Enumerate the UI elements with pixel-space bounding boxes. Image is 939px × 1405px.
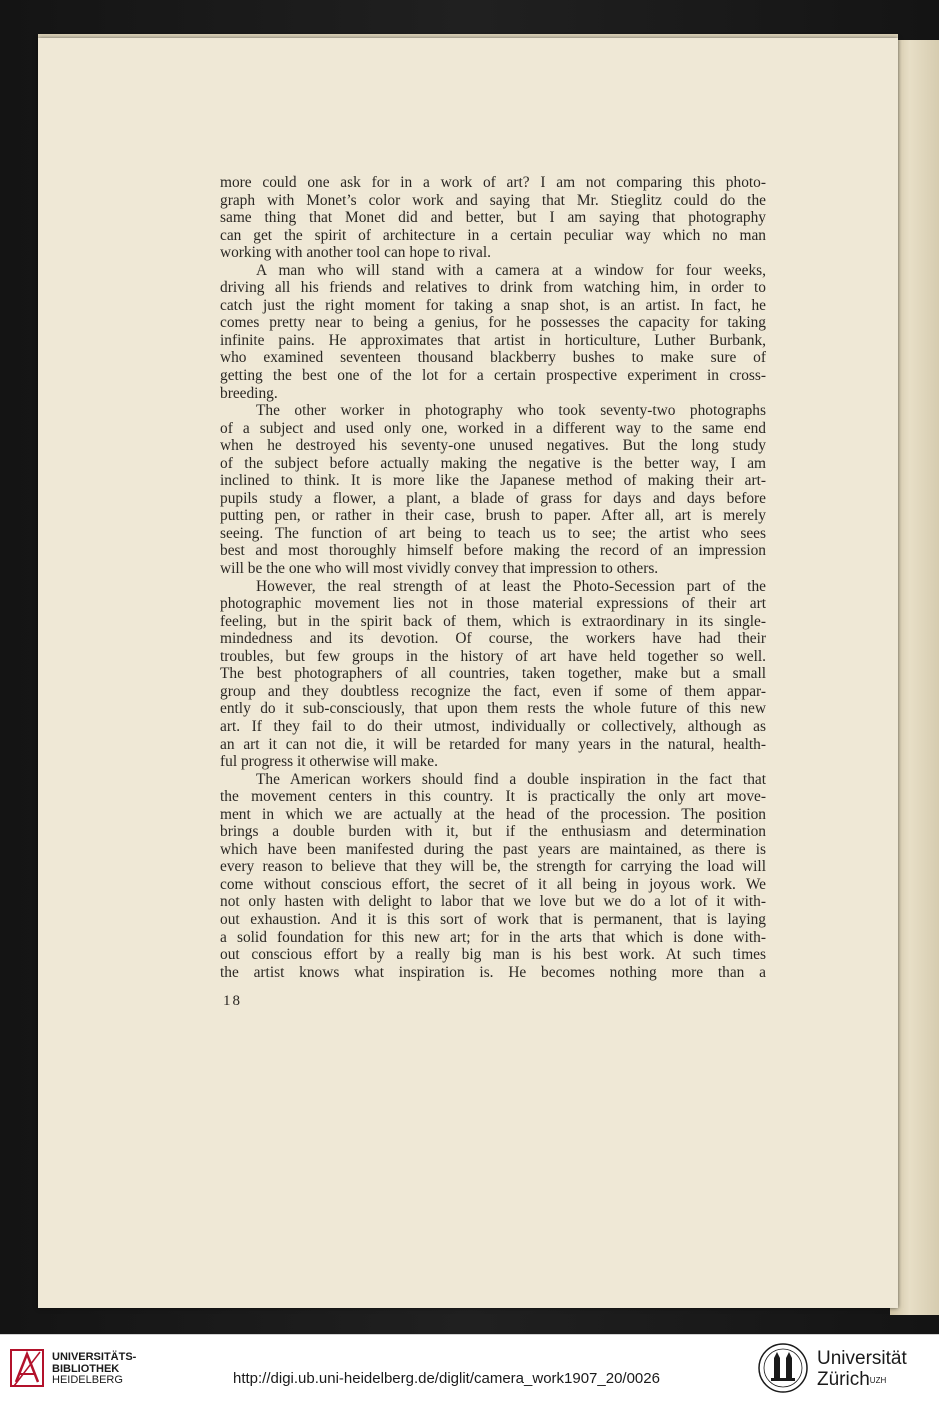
text-line: pupils study a flower, a plant, a blade of grass for days and days before [220, 489, 766, 507]
text-line: troubles, but few groups in the history of art have held together so well. [220, 647, 766, 665]
text-line: graph with Monet’s color work and saying that Mr. Stieglitz could do the [220, 191, 766, 209]
text-line: A man who will stand with a camera at a window for four weeks, [256, 261, 766, 279]
text-line: mindedness and its devotion. Of course, the workers have had their [220, 630, 766, 648]
text-line: come without conscious effort, the secret of it all being in joyous work. We [220, 875, 766, 893]
text-line: ment in which we are actually at the head of the procession. The position [220, 805, 766, 823]
text-line: of the subject before actually making the negative is the better way, I am [220, 454, 766, 472]
text-line: comes pretty near to being a genius, for he possesses the capacity for taking [220, 314, 766, 332]
text-line: out conscious effort by a really big man is his best work. At such times [220, 946, 766, 964]
text-line: putting pen, or rather in their case, brush to paper. After all, art is merely [220, 507, 766, 525]
uzh-abbrev: UZH [869, 1376, 887, 1385]
text-line: more could one ask for in a work of art? I am not comparing this photo- [220, 174, 766, 191]
text-line: The best photographers of all countries, taken together, make but a small [220, 665, 766, 683]
zurich-name-line1: Universität [817, 1348, 907, 1369]
body-text [220, 174, 766, 981]
zurich-name-line2-wrap [817, 1369, 907, 1390]
text-line: catch just the right moment for taking a snap shot, is an artist. In fact, he [220, 296, 766, 314]
text-line: which have been manifested during the past years are maintained, as there is [220, 840, 766, 858]
text-line: when he destroyed his seventy-one unused negatives. But the long study [220, 437, 766, 455]
text-line: feeling, but in the spirit back of them, which is extraordinary in its single- [220, 612, 766, 630]
text-line: will be the one who will most vividly convey that impression to others. [220, 560, 659, 578]
text-line: breeding. [220, 384, 278, 402]
text-line: inclined to think. It is more like the Japanese method of making their art- [220, 472, 766, 490]
text-line: infinite pains. He approximates that artist in horticulture, Luther Burbank, [220, 331, 766, 349]
text-line: same thing that Monet did and better, but I am saying that photography [220, 209, 766, 227]
page-number: 18 [223, 993, 242, 1009]
text-line: a solid foundation for this new art; for in the arts that which is done with- [220, 928, 766, 946]
text-line: driving all his friends and relatives to drink from watching him, in order to [220, 279, 766, 297]
text-line: the movement centers in this country. It is practically the only art move- [220, 788, 766, 806]
heidelberg-library-name [52, 1352, 136, 1387]
text-line: an art it can not die, it will be retarded for many years in the natural, health- [220, 735, 766, 753]
text-line: ful progress it otherwise will make. [220, 753, 438, 771]
text-line: every reason to believe that they will be, the strength for carrying the load will [220, 858, 766, 876]
text-line: working with another tool can hope to rival. [220, 244, 491, 262]
text-line: group and they doubtless recognize the fact, even if some of them appar- [220, 682, 766, 700]
library-name-line3: HEIDELBERG [52, 1374, 123, 1386]
zurich-seal-icon [757, 1342, 809, 1394]
text-line: out exhaustion. And it is this sort of work that is permanent, that is laying [220, 910, 766, 928]
library-name-line2: BIBLIOTHEK [52, 1362, 120, 1375]
zurich-university-name [817, 1348, 907, 1390]
text-line: getting the best one of the lot for a certain prospective experiment in cross- [220, 367, 766, 385]
text-line: seeing. The function of art being to teach us to see; the artist who sees [220, 524, 766, 542]
zurich-name-line2: Zürich [817, 1369, 870, 1390]
text-line: photographic movement lies not in those material expressions of their art [220, 595, 766, 613]
text-line: ently do it sub-consciously, that upon them rests the whole future of this new [220, 700, 766, 718]
text-line: The other worker in photography who took seventy-two photographs [256, 402, 766, 420]
source-url-link[interactable]: http://digi.ub.uni-heidelberg.de/diglit/camera_work1907_20/0026 [233, 1370, 660, 1387]
text-line: of a subject and used only one, worked in a different way to the same end [220, 419, 766, 437]
text-line: brings a double burden with it, but if the enthusiasm and determination [220, 823, 766, 841]
text-line: can get the spirit of architecture in a certain peculiar way which no man [220, 226, 766, 244]
text-line: who examined seventeen thousand blackberry bushes to make sure of [220, 349, 766, 367]
text-line: not only hasten with delight to labor that we love but we do a lot of it with- [220, 893, 766, 911]
heidelberg-library-logo-icon [10, 1346, 44, 1390]
text-line: art. If they fail to do their utmost, individually or collectively, although as [220, 717, 766, 735]
text-line: the artist knows what inspiration is. He becomes nothing more than a [220, 963, 766, 981]
text-line: best and most thoroughly himself before making the record of an impression [220, 542, 766, 560]
text-line: However, the real strength of at least the Photo-Secession part of the [256, 577, 766, 595]
library-name-line1: UNIVERSITÄTS- [52, 1351, 137, 1363]
text-line: The American workers should find a double inspiration in the fact that [256, 770, 766, 788]
